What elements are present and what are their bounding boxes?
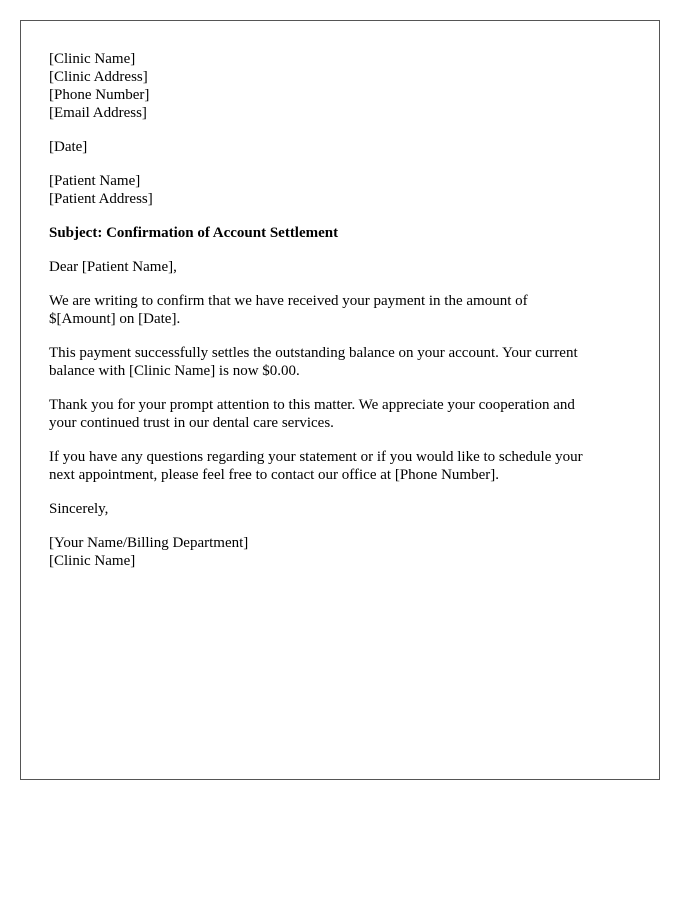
paragraph-line: $[Amount] on [Date]. xyxy=(49,311,181,327)
date-line xyxy=(49,138,631,156)
closing: Sincerely, xyxy=(49,501,109,517)
paragraph-line: next appointment, please feel free to contact our office at [Phone Number]. xyxy=(49,467,499,483)
recipient-name: [Patient Name] xyxy=(49,173,141,189)
sender-phone-number: [Phone Number] xyxy=(49,87,150,103)
sender-clinic-name: [Clinic Name] xyxy=(49,51,136,67)
sender-email-address: [Email Address] xyxy=(49,105,147,121)
paragraph-line: your continued trust in our dental care services. xyxy=(49,415,334,431)
paragraph-contact xyxy=(49,448,631,484)
sender-block xyxy=(49,50,631,122)
subject-line: Subject: Confirmation of Account Settlement xyxy=(49,225,339,241)
paragraph-line: If you have any questions regarding your statement or if you would like to schedule your xyxy=(49,449,583,465)
recipient-address: [Patient Address] xyxy=(49,191,153,207)
paragraph-line: balance with [Clinic Name] is now $0.00. xyxy=(49,363,300,379)
paragraph-line: Thank you for your prompt attention to this matter. We appreciate your cooperation and xyxy=(49,397,575,413)
signature-name: [Your Name/Billing Department] xyxy=(49,535,249,551)
salutation: Dear [Patient Name], xyxy=(49,259,177,275)
letter-page xyxy=(20,20,660,780)
recipient-block xyxy=(49,172,631,208)
signature-block xyxy=(49,534,631,570)
paragraph-thank-you xyxy=(49,396,631,432)
sender-clinic-address: [Clinic Address] xyxy=(49,69,148,85)
paragraph-line: This payment successfully settles the outstanding balance on your account. Your current xyxy=(49,345,578,361)
letter-date: [Date] xyxy=(49,139,88,155)
paragraph-line: We are writing to confirm that we have received your payment in the amount of xyxy=(49,293,528,309)
signature-clinic: [Clinic Name] xyxy=(49,553,136,569)
paragraph-balance-settled xyxy=(49,344,631,380)
paragraph-payment-received xyxy=(49,292,631,328)
